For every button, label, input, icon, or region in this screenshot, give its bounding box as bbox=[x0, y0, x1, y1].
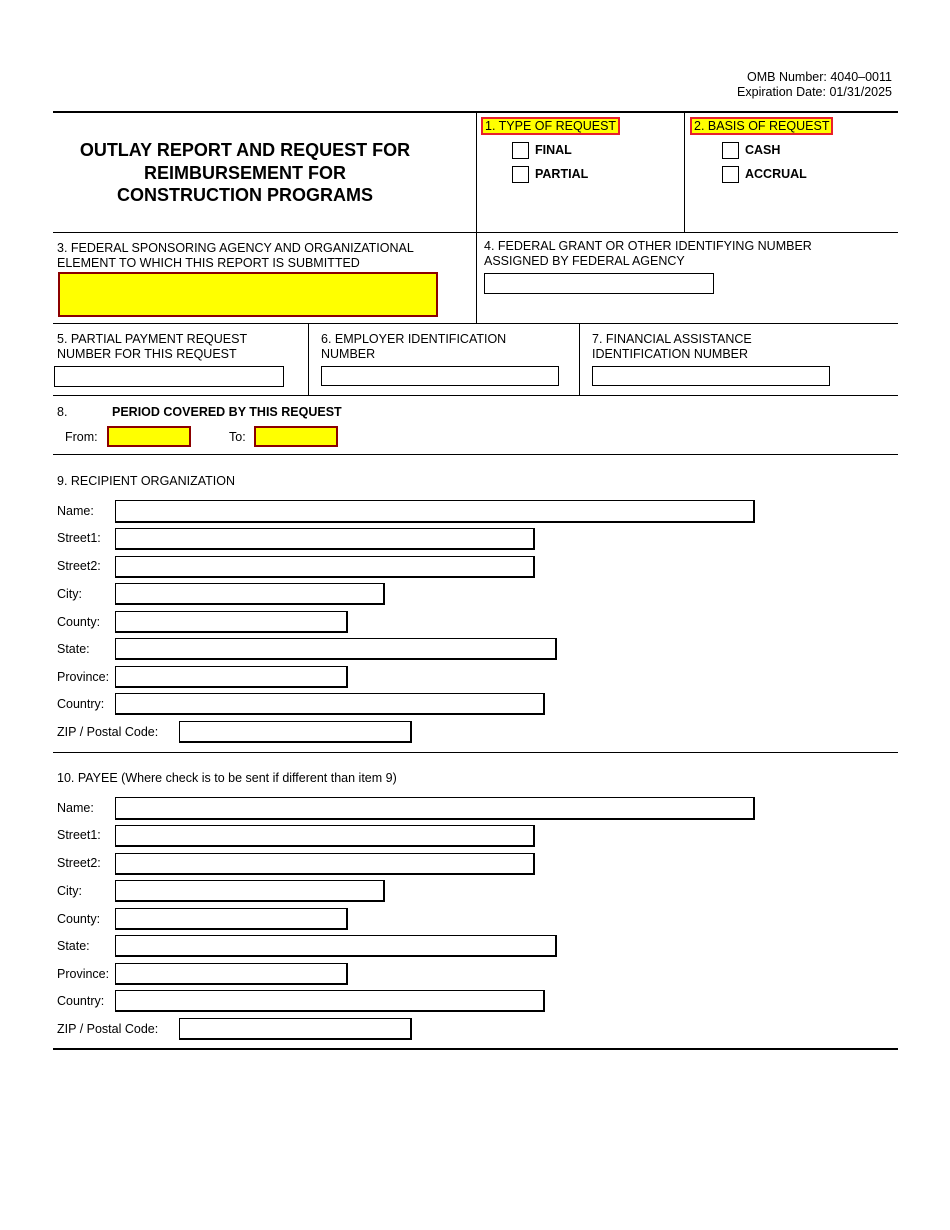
from-label: From: bbox=[65, 430, 98, 444]
recipient-county-label: County: bbox=[57, 615, 101, 629]
to-label: To: bbox=[229, 430, 246, 444]
recipient-street2-field[interactable] bbox=[115, 556, 535, 578]
accrual-label: ACCRUAL bbox=[745, 167, 807, 181]
payee-city-label: City: bbox=[57, 884, 82, 898]
omb-number: OMB Number: 4040–0011 bbox=[747, 70, 892, 84]
basis-of-request-label: 2. BASIS OF REQUEST bbox=[690, 117, 833, 135]
title-line-1: OUTLAY REPORT AND REQUEST FOR bbox=[79, 140, 411, 160]
row-divider-2 bbox=[53, 323, 898, 324]
item5-label-line1: 5. PARTIAL PAYMENT REQUEST bbox=[57, 332, 248, 346]
item5-label-line2: NUMBER FOR THIS REQUEST bbox=[57, 347, 237, 361]
payee-street1-label: Street1: bbox=[57, 828, 101, 842]
grant-number-field[interactable] bbox=[484, 273, 714, 294]
payee-zip-label: ZIP / Postal Code: bbox=[57, 1022, 159, 1036]
item4-label bbox=[484, 239, 812, 269]
row-divider-4 bbox=[53, 454, 898, 455]
payee-state-field[interactable] bbox=[115, 935, 557, 957]
payee-province-label: Province: bbox=[57, 967, 110, 981]
item4-label-line1: 4. FEDERAL GRANT OR OTHER IDENTIFYING NUMBER bbox=[484, 239, 812, 253]
recipient-country-label: Country: bbox=[57, 697, 105, 711]
from-date-field[interactable] bbox=[107, 426, 191, 447]
recipient-city-label: City: bbox=[57, 587, 82, 601]
divider-3-4 bbox=[476, 233, 477, 323]
agency-field[interactable] bbox=[58, 272, 438, 317]
divider-type-basis bbox=[684, 112, 685, 233]
form-title bbox=[55, 139, 435, 207]
payee-street2-label: Street2: bbox=[57, 856, 101, 870]
payee-country-field[interactable] bbox=[115, 990, 545, 1012]
recipient-city-field[interactable] bbox=[115, 583, 385, 605]
title-line-3: CONSTRUCTION PROGRAMS bbox=[117, 185, 373, 205]
item7-label bbox=[592, 332, 752, 362]
payee-zip-field[interactable] bbox=[179, 1018, 412, 1040]
payee-street1-field[interactable] bbox=[115, 825, 535, 847]
partial-checkbox[interactable] bbox=[512, 166, 529, 183]
financial-assistance-id-field[interactable] bbox=[592, 366, 830, 386]
recipient-name-label: Name: bbox=[57, 504, 94, 518]
title-line-2: REIMBURSEMENT FOR bbox=[144, 162, 346, 183]
expiration-date: Expiration Date: 01/31/2025 bbox=[737, 85, 892, 99]
recipient-street1-field[interactable] bbox=[115, 528, 535, 550]
recipient-name-field[interactable] bbox=[115, 500, 755, 523]
employer-id-field[interactable] bbox=[321, 366, 559, 386]
partial-label: PARTIAL bbox=[535, 167, 589, 181]
omb-block bbox=[737, 70, 892, 100]
cash-label: CASH bbox=[745, 143, 781, 157]
item7-label-line1: 7. FINANCIAL ASSISTANCE bbox=[592, 332, 752, 346]
recipient-province-label: Province: bbox=[57, 670, 110, 684]
divider-title-type bbox=[476, 112, 477, 233]
payee-county-label: County: bbox=[57, 912, 101, 926]
accrual-checkbox[interactable] bbox=[722, 166, 739, 183]
final-checkbox[interactable] bbox=[512, 142, 529, 159]
recipient-state-field[interactable] bbox=[115, 638, 557, 660]
recipient-county-field[interactable] bbox=[115, 611, 348, 633]
payee-province-field[interactable] bbox=[115, 963, 348, 985]
partial-payment-number-field[interactable] bbox=[54, 366, 284, 387]
payee-county-field[interactable] bbox=[115, 908, 348, 930]
cash-checkbox[interactable] bbox=[722, 142, 739, 159]
recipient-street1-label: Street1: bbox=[57, 531, 101, 545]
payee-city-field[interactable] bbox=[115, 880, 385, 902]
recipient-country-field[interactable] bbox=[115, 693, 545, 715]
row-divider-5 bbox=[53, 752, 898, 753]
item6-label bbox=[321, 332, 506, 362]
divider-5-6 bbox=[308, 324, 309, 396]
item8-heading: PERIOD COVERED BY THIS REQUEST bbox=[112, 405, 342, 419]
payee-name-field[interactable] bbox=[115, 797, 755, 820]
recipient-zip-field[interactable] bbox=[179, 721, 412, 743]
final-label: FINAL bbox=[535, 143, 572, 157]
item9-heading: 9. RECIPIENT ORGANIZATION bbox=[57, 474, 236, 488]
item6-label-line2: NUMBER bbox=[321, 347, 376, 361]
divider-6-7 bbox=[579, 324, 580, 396]
item3-label bbox=[57, 241, 414, 271]
payee-country-label: Country: bbox=[57, 994, 105, 1008]
item5-label bbox=[57, 332, 247, 362]
payee-state-label: State: bbox=[57, 939, 90, 953]
item4-label-line2: ASSIGNED BY FEDERAL AGENCY bbox=[484, 254, 685, 268]
row-divider-3 bbox=[53, 395, 898, 396]
bottom-border bbox=[53, 1048, 898, 1050]
recipient-street2-label: Street2: bbox=[57, 559, 101, 573]
item6-label-line1: 6. EMPLOYER IDENTIFICATION bbox=[321, 332, 507, 346]
recipient-state-label: State: bbox=[57, 642, 90, 656]
item10-heading: 10. PAYEE (Where check is to be sent if different than item 9) bbox=[57, 771, 397, 785]
payee-street2-field[interactable] bbox=[115, 853, 535, 875]
item7-label-line2: IDENTIFICATION NUMBER bbox=[592, 347, 749, 361]
type-of-request-label: 1. TYPE OF REQUEST bbox=[481, 117, 620, 135]
recipient-province-field[interactable] bbox=[115, 666, 348, 688]
item8-number: 8. bbox=[57, 405, 68, 419]
item3-label-line1: 3. FEDERAL SPONSORING AGENCY AND ORGANIZATIONAL bbox=[57, 241, 414, 255]
payee-name-label: Name: bbox=[57, 801, 94, 815]
item3-label-line2: ELEMENT TO WHICH THIS REPORT IS SUBMITTED bbox=[57, 256, 360, 270]
recipient-zip-label: ZIP / Postal Code: bbox=[57, 725, 159, 739]
to-date-field[interactable] bbox=[254, 426, 338, 447]
